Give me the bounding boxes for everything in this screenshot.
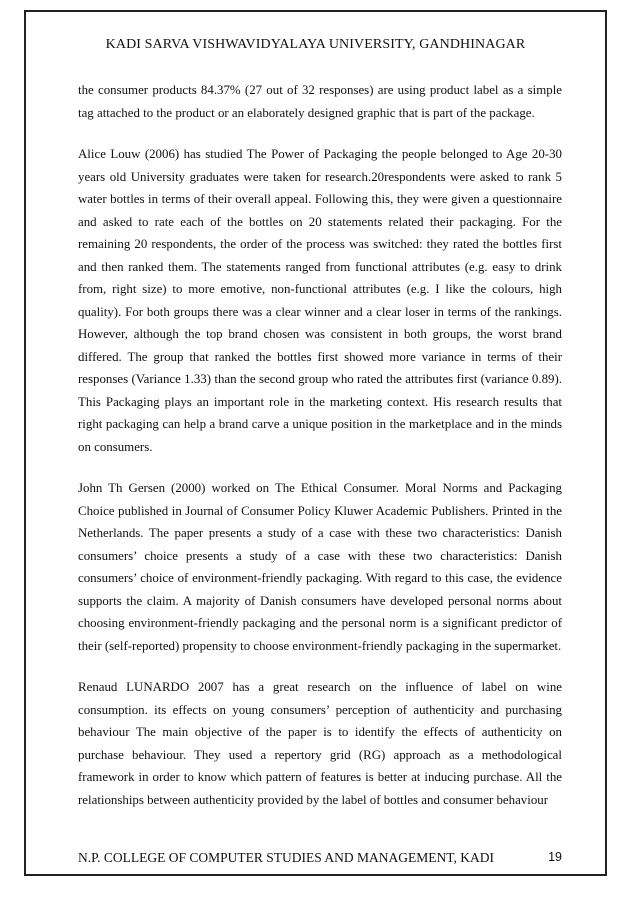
- paragraph-alice-louw: Alice Louw (2006) has studied The Power of Packaging the people belonged to Age 20-30 years old University graduates were taken for research.20respondents were asked to rank 5 water bottles in terms of their overall appeal. Following this, they were given a questionnaire and asked to rate each of the bottles on 20 statements related their packaging. For the remaining 20 respondents, the order of the process was switched: they rated the bottles first and then ranked them. The statements ranged from functional attributes (e.g. easy to drink from, right size) to more emotive, non-functional attributes (e.g. I like the colours, high quality). For both groups there was a clear winner and a clear loser in terms of the rankings. However, although the top brand chosen was consistent in both groups, the worst brand differed. The group that ranked the bottles first showed more variance in terms of their responses (Variance 1.33) than the second group who rated the attributes first (variance 0.89). This Packaging plays an important role in the marketing context. His research results that right packaging can help a brand carve a unique position in the marketplace and in the minds on consumers.: [78, 147, 562, 454]
- paragraph-consumer-products: the consumer products 84.37% (27 out of 32 responses) are using product label as a simple tag attached to the product or an elaborately designed graphic that is part of the package.: [78, 83, 562, 120]
- page-number: 19: [548, 850, 562, 864]
- paragraph-renaud-lunardo: Renaud LUNARDO 2007 has a great research on the influence of label on wine consumption. its effects on young consumers’ perception of authenticity and purchasing behaviour The main objective of the paper is to identify the effects of authenticity on purchase behaviour. They used a repertory grid (RG) approach as a methodological framework in order to know which pattern of features is better at inducing purchase. All the relationships between authenticity provided by the label of bottles and consumer behaviour: [78, 680, 562, 807]
- footer-institution: N.P. COLLEGE OF COMPUTER STUDIES AND MANAGEMENT, KADI: [78, 850, 495, 865]
- page-header: KADI SARVA VISHWAVIDYALAYA UNIVERSITY, GANDHINAGAR: [105, 37, 526, 52]
- paragraph-john-gersen: John Th Gersen (2000) worked on The Ethical Consumer. Moral Norms and Packaging Choice published in Journal of Consumer Policy Kluwer Academic Publishers. Printed in the Netherlands. The paper presents a study of a case with these two characteristics: Danish consumers’ choice presents a study of a case with these two characteristics: Danish consumers’ choice of environment-friendly packaging. With regard to this case, the evidence supports the claim. A majority of Danish consumers have developed personal norms about choosing environment-friendly packaging and the personal norm is a significant predictor of their (self-reported) propensity to choose environment-friendly packaging in the supermarket.: [78, 481, 562, 653]
- document-body: [78, 79, 562, 830]
